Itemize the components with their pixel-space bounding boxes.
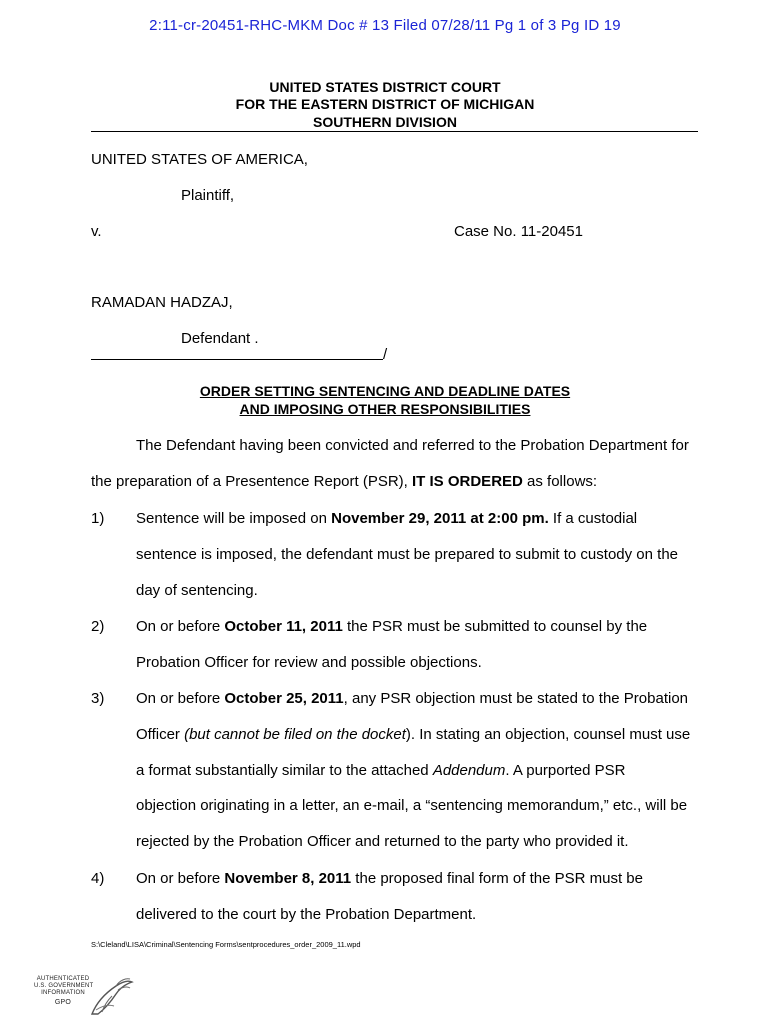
versus: v. [91, 223, 102, 240]
item-2-line-1: On or before October 11, 2011 the PSR must be submitted to counsel by the [136, 618, 648, 635]
footer-file-path: S:\Cleland\LISA\Criminal\Sentencing Forms\sentprocedures_order_2009_11.wpd [91, 940, 361, 949]
item-3-line-2: Officer (but cannot be filed on the docket). In stating an objection, counsel must use [136, 726, 691, 743]
item-4-line-2: delivered to the court by the Probation Department. [136, 906, 477, 923]
defendant-role: Defendant . [181, 330, 259, 347]
gpo-authentication-seal [34, 976, 134, 1018]
caption-rule [91, 359, 383, 360]
item-3-line-1: On or before October 25, 2011, any PSR objection must be stated to the Probation [136, 690, 689, 707]
order-title-line-1: ORDER SETTING SENTENCING AND DEADLINE DATES [199, 383, 571, 399]
item-2-line-2: Probation Officer for review and possible objections. [136, 654, 482, 671]
court-name-line-1: UNITED STATES DISTRICT COURT [269, 79, 501, 95]
item-1-number: 1) [91, 510, 105, 527]
item-1-line-1: Sentence will be imposed on November 29, 2011 at 2:00 pm. If a custodial [136, 510, 638, 527]
plaintiff-role: Plaintiff, [181, 187, 235, 204]
item-1-line-3: day of sentencing. [136, 582, 258, 599]
court-name-line-2: FOR THE EASTERN DISTRICT OF MICHIGAN [235, 96, 535, 112]
intro-line-1: The Defendant having been convicted and referred to the Probation Department for [136, 437, 689, 454]
item-3-line-3: a format substantially similar to the attached Addendum. A purported PSR [136, 762, 626, 779]
item-3-line-4: objection originating in a letter, an e-mail, a “sentencing memorandum,” etc., will be [136, 797, 688, 814]
court-division: SOUTHERN DIVISION [313, 114, 457, 130]
header-rule [91, 131, 698, 132]
item-3-line-5: rejected by the Probation Officer and returned to the party who provided it. [136, 833, 629, 850]
plaintiff-name: UNITED STATES OF AMERICA, [91, 151, 308, 168]
intro-line-2: the preparation of a Presentence Report (PSR), IT IS ORDERED as follows: [91, 473, 598, 490]
gpo-seal-text: AUTHENTICATED U.S. GOVERNMENT INFORMATION GPO [34, 976, 94, 1006]
item-3-number: 3) [91, 690, 105, 707]
order-title-line-2: AND IMPOSING OTHER RESPONSIBILITIES [239, 401, 531, 417]
item-4-number: 4) [91, 870, 105, 887]
case-number: Case No. 11-20451 [454, 223, 583, 240]
docket-header-stamp: 2:11-cr-20451-RHC-MKM Doc # 13 Filed 07/28/11 Pg 1 of 3 Pg ID 19 [149, 17, 621, 34]
item-4-line-1: On or before November 8, 2011 the proposed final form of the PSR must be [136, 870, 643, 887]
defendant-name: RAMADAN HADZAJ, [91, 294, 233, 311]
item-1-line-2: sentence is imposed, the defendant must be prepared to submit to custody on the [136, 546, 678, 563]
item-2-number: 2) [91, 618, 105, 635]
caption-slash: / [383, 346, 388, 363]
eagle-icon [86, 976, 134, 1018]
